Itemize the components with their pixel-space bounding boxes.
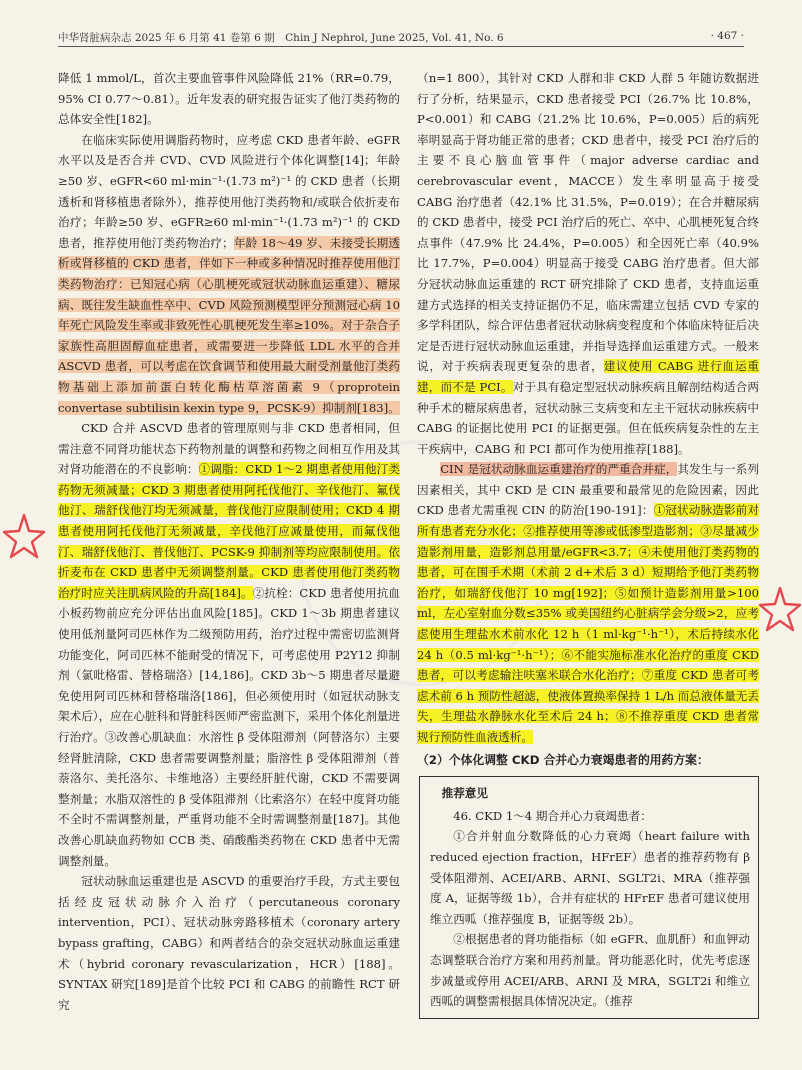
running-head-journal: 中华肾脏病杂志 2025 年 6 月第 41 卷第 6 期 Chin J Nephrol, June 2025, Vol. 41, No. 6 [58,32,504,44]
highlighted-text-orange: CIN 是冠状动脉血运重建治疗的严重合并症， [440,462,678,477]
paragraph-text: 在临床实际使用调脂药物时，应考虑 CKD 患者年龄、eGFR 水平以及是否合并 CVD、CVD 风险进行个体化调整[14]；年龄≥50 岁、eGFR<60 ml·min⁻¹·(1.73 m²)⁻¹ 的 CKD 患者（长期透析和肾移植患者除外），推荐使用他汀类药物和/或联合依折麦布治疗；年龄≥50 岁、eGFR≥60 ml·min⁻¹·(1.73 m²)⁻¹ 的 CKD 患者，推荐使用他汀类药物治疗； [58,132,400,250]
star-annotation-icon [758,585,802,633]
paragraph [58,418,400,871]
highlighted-text-yellow: 建议使用 CABG 进行血运重建，而不是 PCI。 [417,359,759,394]
highlighted-text-orange: 年龄 18～49 岁、未接受长期透析或肾移植的 CKD 患者，伴如下一种或多种情况时推荐使用他汀类药物治疗：已知冠心病（心肌梗死或冠状动脉血运重建）、糖尿病、既往发生缺血性卒中、CVD 风险预测模型评分预测冠心病 10 年死亡风险发生率或非致死性心肌梗死发生率≥10%。对于杂合子家族性高胆固醇血症患者，或需要进一步降低 LDL 水平的合并 ASCVD 患者，可以考虑在饮食调节和使用最大耐受剂量他汀类药物基础上添加前蛋白转化酶枯草溶菌素 9（proprotein convertase subtilisin kexin type 9，PCSK-9）抑制剂[183]。 [58,235,400,415]
running-head [58,30,744,47]
section-heading: （2）个体化调整 CKD 合并心力衰竭患者的用药方案： [417,752,709,767]
recommendation-item: ①合并射血分数降低的心力衰竭（heart failure with reduced ejection fraction，HFrEF）患者的推荐药物有 β 受体阻滞剂、ACEI/ARB、ARNI、SGLT2i、MRA（推荐强度 A，证据等级 1b），合并有症状的 HFrEF 患者可建议使用维立西呱（推荐强度 B，证据等级 2b）。 [430,829,750,926]
paragraph-text: 对于具有稳定型冠状动脉疾病且解剖结构适合两种手术的糖尿病患者，冠状动脉三支病变和左主干冠状动脉疾病中 CABG 的证据比使用 PCI 的证据更强。但在低疾病复杂性的左主干疾病中，CABG 和 PCI 都可作为使用推荐[188]。 [417,379,759,456]
paragraph-text: （n=1 800），其针对 CKD 人群和非 CKD 人群 5 年随访数据进行了分析，结果显示，CKD 患者接受 PCI（26.7% 比 10.8%，P<0.001）和 CABG（21.2% 比 10.6%，P=0.005）后的病死率明显高于肾功能正常的患者；CKD 患者中，接受 PCI 治疗后的主要不良心脑血管事件（major adverse cardiac and cerebrovascular event，MACCE）发生率明显高于接受 CABG 治疗患者（42.1% 比 31.5%，P=0.019）；在合并糖尿病的 CKD 患者中，接受 PCI 治疗后的死亡、卒中、心肌梗死复合终点事件（47.9% 比 24.4%，P=0.005）和全因死亡率（40.9% 比 17.7%，P=0.004）明显高于接受 CABG 治疗患者。但大部分冠状动脉血运重建的 RCT 研究排除了 CKD 患者，支持血运重建方式选择的相关支持证据仍不足，临床需建立包括 CVD 专家的多学科团队，综合评估患者冠状动脉病变程度和个体临床特征后决定是否进行冠状动脉血运重建，并指导选择血运重建方式。一般来说，对于疾病表现更复杂的患者， [417,71,759,374]
highlighted-text-yellow: ①冠状动脉造影前对所有患者充分水化；②推荐使用等渗或低渗型造影剂；③尽量减少造影剂用量，造影剂总用量/eGFR<3.7；④未使用他汀类药物的患者，可在围手术期（术前 2 d+术后 3 d）短期给予他汀类药物治疗，如瑞舒伐他汀 10 mg[192]；⑤如预计造影剂用量>100 ml，左心室射血分数≤35% 或美国纽约心脏病学会分级>2，应考虑使用生理盐水术前水化 12 h（1 ml·kg⁻¹·h⁻¹），术后持续水化 24 h（0.5 ml·kg⁻¹·h⁻¹）；⑥不能实施标准水化治疗的重度 CKD 患者，可以考虑输注呋塞米联合水化治疗；⑦重度 CKD 患者可考虑术前 6 h 预防性超滤，使液体置换率保持 1 L/h 而总液体量无丢失，生理盐水静脉水化至术后 24 h；⑧不推荐重度 CKD 患者常规行预防性血液透析。 [417,503,759,744]
paragraph-text: 其发生与一系列因素相关，其中 CKD 是 CIN 最重要和最常见的危险因素，因此 CKD 患者尤需重视 CIN 的防治[190-191]： [417,462,759,518]
paragraph [58,130,400,418]
paragraph [417,459,759,747]
paragraph [417,68,759,459]
paragraph: 冠状动脉血运重建也是 ASCVD 的重要治疗手段，方式主要包括经皮冠状动脉介入治疗（percutaneous coronary intervention，PCI）、冠状动脉旁路移植术（coronary artery bypass grafting，CABG）和两者结合的杂交冠状动脉血运重建术（hybrid coronary revascularization，HCR）[188]。SYNTAX 研究[189]是首个比较 PCI 和 CABG 的前瞻性 RCT 研究 [58,874,400,1012]
paragraph-text: CKD 合并 ASCVD 患者的管理原则与非 CKD 患者相同，但需注意不同肾功能状态下药物剂量的调整和药物之间相互作用及其对肾功能潜在的不良影响： [58,421,400,477]
paragraph-text: ②抗栓：CKD 患者使用抗血小板药物前应充分评估出血风险[185]。CKD 1～3b 期患者建议使用低剂量阿司匹林作为二级预防用药，治疗过程中需密切监测肾功能变化，阿司匹林不能耐受的情况下，可考虑使用 P2Y12 抑制剂（氯吡格雷、替格瑞洛）[14,186]。CKD 3b～5 期患者尽量避免使用阿司匹林和替格瑞洛[186]，但必须使用时（如冠状动脉支架术后），应在心脏科和肾脏科医师严密监测下，采用个体化剂量进行治疗。③改善心肌缺血：水溶性 β 受体阻滞剂（阿替洛尔）主要经肾脏清除，CKD 患者需要调整剂量；脂溶性 β 受体阻滞剂（普萘洛尔、美托洛尔、卡维地洛）主要经肝脏代谢，CKD 不需要调整剂量；水脂双溶性的 β 受体阻滞剂（比索洛尔）在轻中度肾功能不全时不需调整剂量，严重肾功能不全时需调整剂量[187]。其他改善心肌缺血药物如 CCB 类、硝酸酯类药物在 CKD 患者中无需调整剂量。 [58,585,400,868]
page-number: · 467 · [710,30,744,42]
recommendation-box [419,776,759,1019]
left-column [58,68,400,1066]
recommendation-item: 46. CKD 1～4 期合并心力衰竭患者： [453,808,652,823]
paragraph: 降低 1 mmol/L，首次主要血管事件风险降低 21%（RR=0.79，95% CI 0.77～0.81）。近年发表的研究报告证实了他汀类药物的总体安全性[182]。 [58,71,400,127]
recommendation-title: 推荐意见 [441,786,488,801]
right-column [417,68,759,1066]
star-annotation-icon [2,512,46,560]
recommendation-item: ②根据患者的肾功能指标（如 eGFR、血肌酐）和血钾动态调整联合治疗方案和用药剂量。肾功能恶化时，优先考虑逐步减量或停用 ACEI/ARB、ARNI 及 MRA，SGLT2i 和维立西呱的调整需根据具体情况决定。（推荐 [430,932,750,1009]
highlighted-text-yellow: ①调脂：CKD 1～2 期患者使用他汀类药物无须减量；CKD 3 期患者使用阿托伐他汀、辛伐他汀、氟伐他汀、瑞舒伐他汀均无须减量，普伐他汀应限制使用；CKD 4 期患者使用阿托伐他汀无须减量，辛伐他汀应减量使用，而氟伐他汀、瑞舒伐他汀、普伐他汀、PCSK-9 抑制剂等均应限制使用。依折麦布在 CKD 患者中无须调整剂量。CKD 患者使用他汀类药物治疗时应关注肌病风险的升高[184]。 [58,462,400,600]
